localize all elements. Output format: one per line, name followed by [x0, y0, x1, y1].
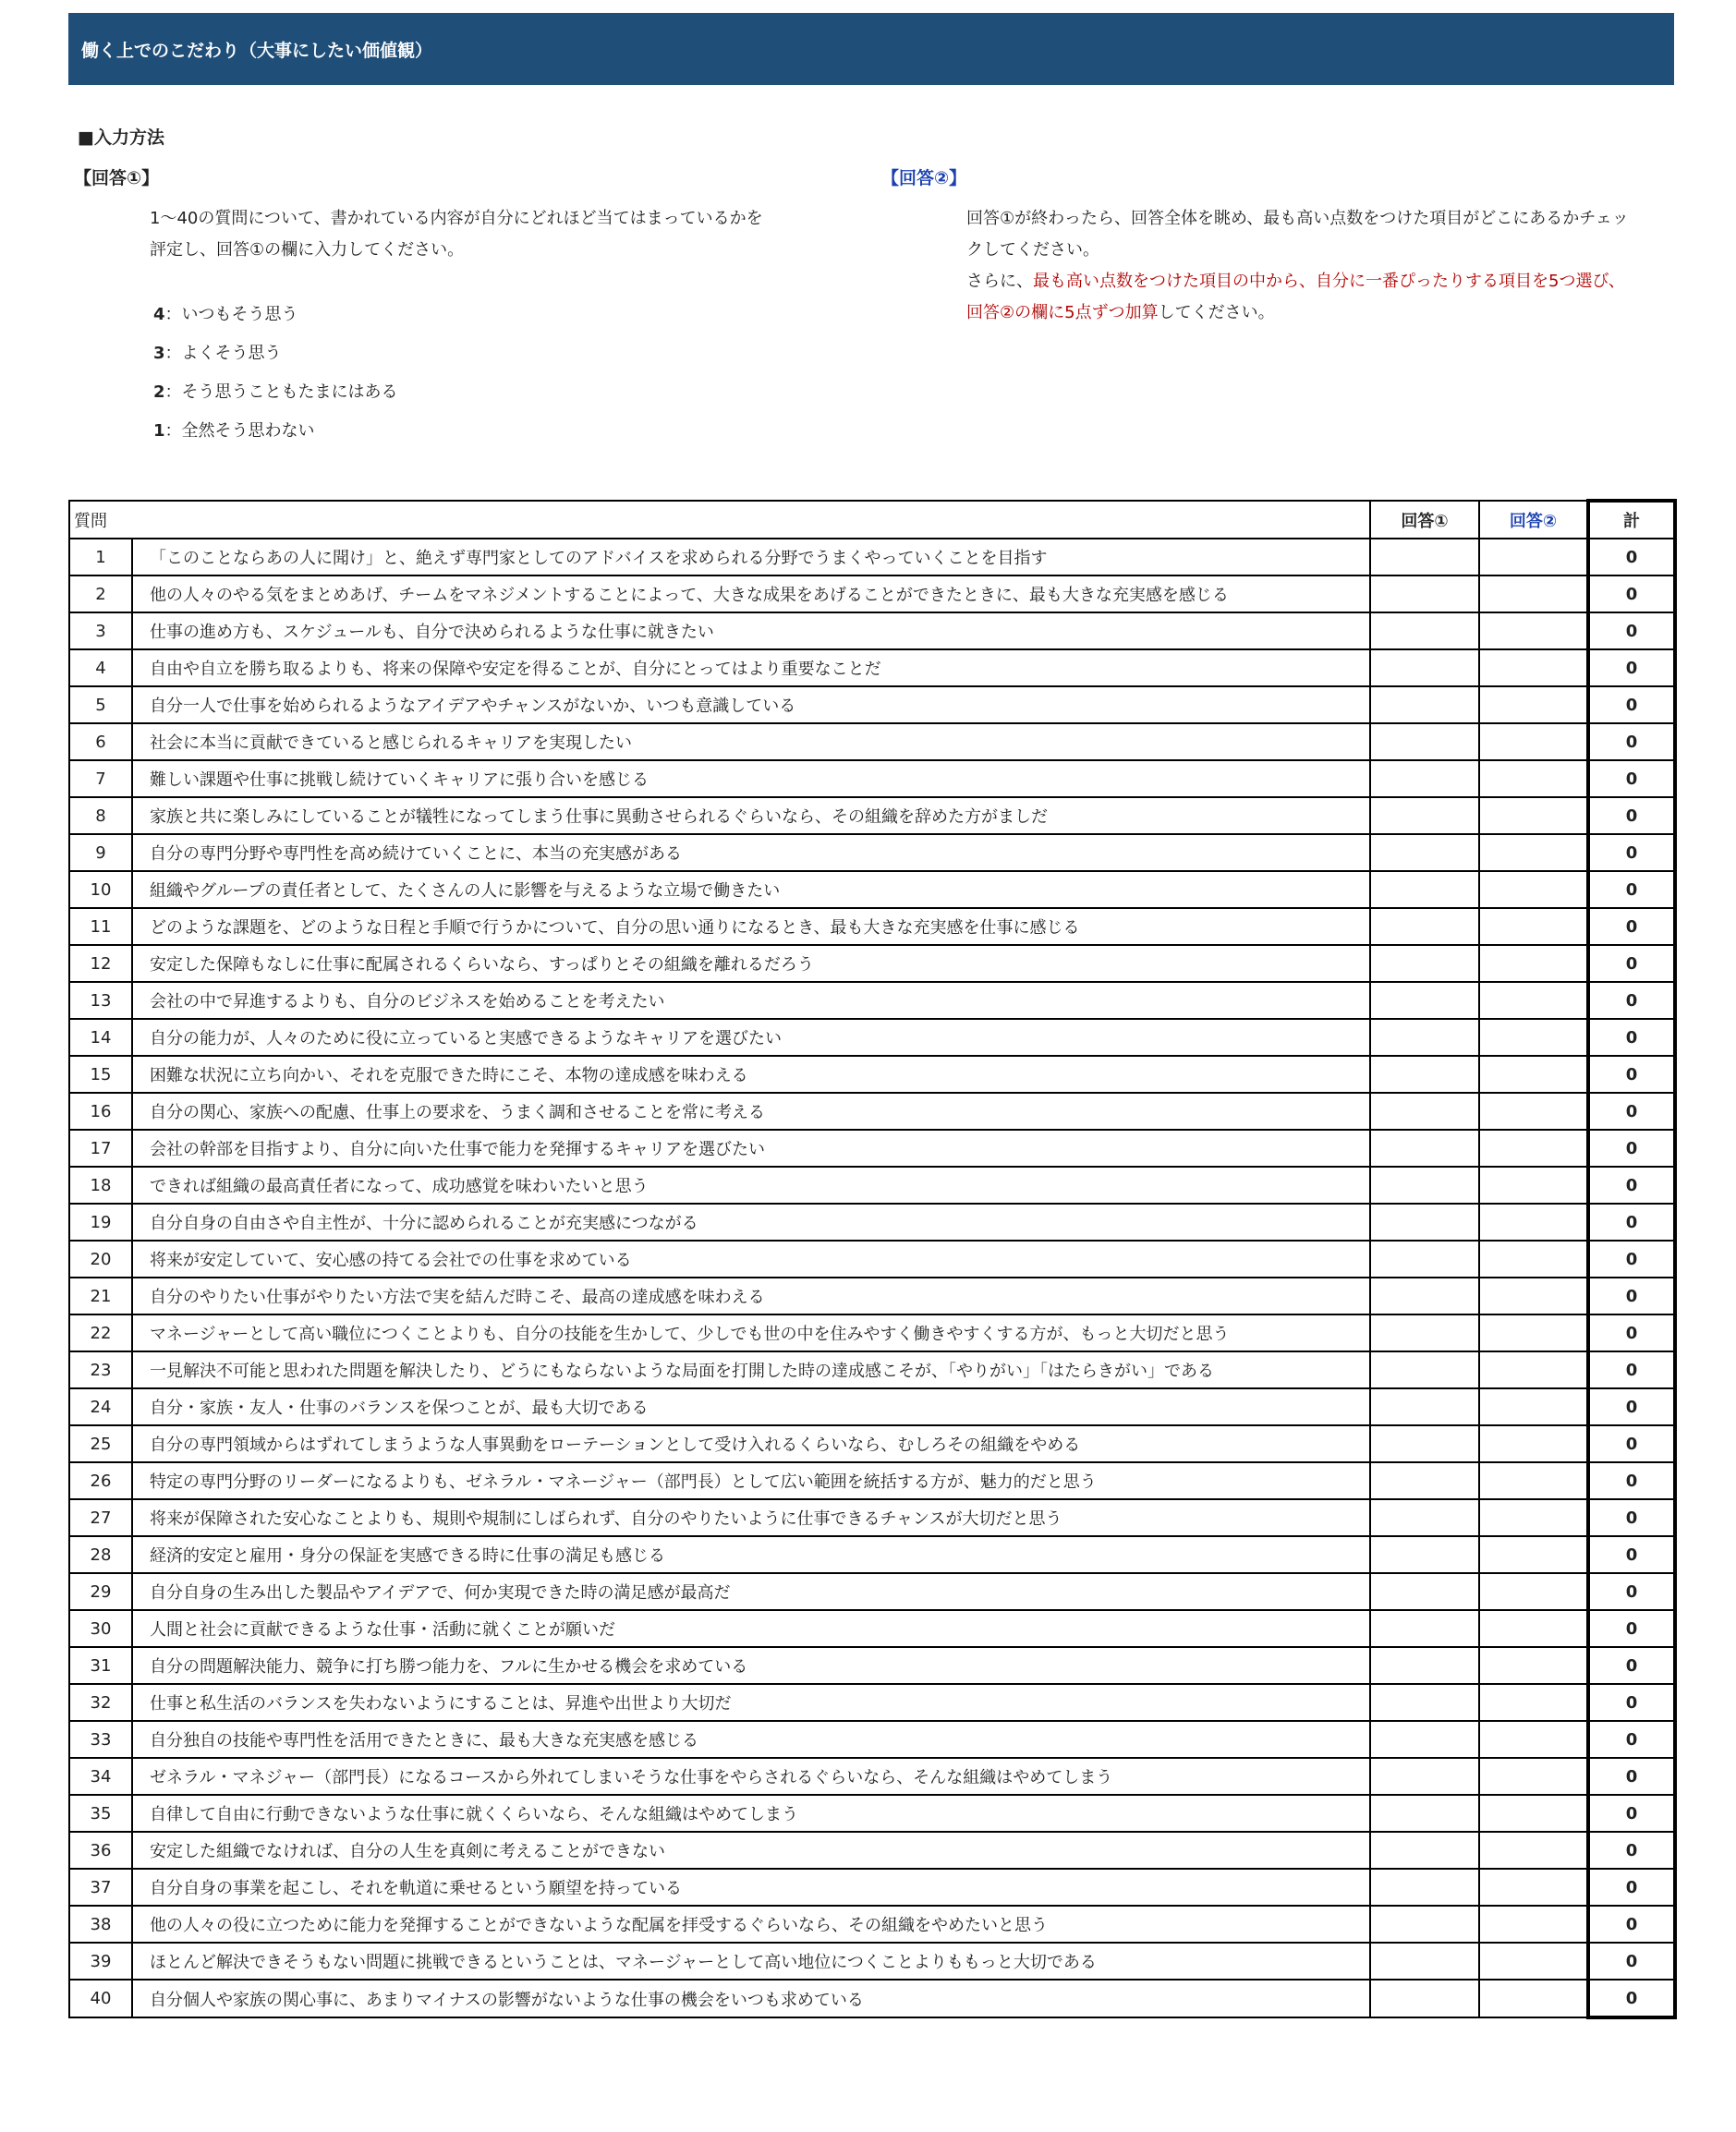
total-cell: 0	[1588, 1167, 1675, 1204]
table-row	[69, 1684, 1675, 1721]
table-header-row	[69, 501, 1675, 539]
table-row	[69, 1167, 1675, 1204]
answer1-cell[interactable]	[1370, 1425, 1479, 1462]
table-row	[69, 1610, 1675, 1647]
answer2-cell[interactable]	[1479, 1684, 1588, 1721]
question-text: 自分・家族・友人・仕事のバランスを保つことが、最も大切である	[132, 1388, 1370, 1425]
question-text: 困難な状況に立ち向かい、それを克服できた時にこそ、本物の達成感を味わえる	[132, 1056, 1370, 1093]
answer1-cell[interactable]	[1370, 908, 1479, 945]
question-text: 将来が安定していて、安心感の持てる会社での仕事を求めている	[132, 1241, 1370, 1278]
answer2-cell[interactable]	[1479, 1314, 1588, 1351]
question-text: 自分の専門分野や専門性を高め続けていくことに、本当の充実感がある	[132, 834, 1370, 871]
question-text: マネージャーとして高い職位につくことよりも、自分の技能を生かして、少しでも世の中を住みやすく働きやすくする方が、もっと大切だと思う	[132, 1314, 1370, 1351]
question-text: 仕事の進め方も、スケジュールも、自分で決められるような仕事に就きたい	[132, 612, 1370, 649]
total-cell: 0	[1588, 945, 1675, 982]
answer2-cell[interactable]	[1479, 1056, 1588, 1093]
question-number: 1	[69, 539, 132, 575]
table-row	[69, 797, 1675, 834]
total-cell: 0	[1588, 1204, 1675, 1241]
question-text: 自分自身の事業を起こし、それを軌道に乗せるという願望を持っている	[132, 1869, 1370, 1906]
answer1-cell[interactable]	[1370, 1167, 1479, 1204]
answer2-instruction-line: クしてください。	[966, 240, 1099, 260]
question-text: 安定した組織でなければ、自分の人生を真剣に考えることができない	[132, 1832, 1370, 1869]
answer1-cell[interactable]	[1370, 760, 1479, 797]
table-row	[69, 1462, 1675, 1499]
question-number: 18	[69, 1167, 132, 1204]
answer2-cell[interactable]	[1479, 1130, 1588, 1167]
scale-label: ：そう思うこともたまにはある	[164, 382, 398, 402]
table-row	[69, 1980, 1675, 2017]
answer1-cell[interactable]	[1370, 982, 1479, 1019]
answer1-cell[interactable]	[1370, 1204, 1479, 1241]
total-cell: 0	[1588, 871, 1675, 908]
question-number: 29	[69, 1573, 132, 1610]
question-number: 17	[69, 1130, 132, 1167]
question-text: 自分自身の生み出した製品やアイデアで、何か実現できた時の満足感が最高だ	[132, 1573, 1370, 1610]
total-cell: 0	[1588, 1758, 1675, 1795]
question-table	[68, 499, 1677, 2019]
question-number: 39	[69, 1943, 132, 1980]
table-row	[69, 760, 1675, 797]
answer2-cell[interactable]	[1479, 1388, 1588, 1425]
question-text: 難しい課題や仕事に挑戦し続けていくキャリアに張り合いを感じる	[132, 760, 1370, 797]
answer2-cell[interactable]	[1479, 1204, 1588, 1241]
scale-item	[153, 334, 398, 373]
answer1-instruction-line: 評定し、回答①の欄に入力してください。	[150, 240, 465, 260]
answer2-cell[interactable]	[1479, 1869, 1588, 1906]
answer2-cell[interactable]	[1479, 1499, 1588, 1536]
answer2-instruction-line	[966, 266, 1669, 297]
table-row	[69, 1241, 1675, 1278]
table-row	[69, 1536, 1675, 1573]
answer1-cell[interactable]	[1370, 1869, 1479, 1906]
question-text: 自分の問題解決能力、競争に打ち勝つ能力を、フルに生かせる機会を求めている	[132, 1647, 1370, 1684]
table-row	[69, 1351, 1675, 1388]
total-cell: 0	[1588, 1573, 1675, 1610]
answer1-cell[interactable]	[1370, 1130, 1479, 1167]
table-row	[69, 1647, 1675, 1684]
answer1-cell[interactable]	[1370, 686, 1479, 723]
answer1-cell[interactable]	[1370, 1056, 1479, 1093]
question-text: ほとんど解決できそうもない問題に挑戦できるということは、マネージャーとして高い地位につくことよりももっと大切である	[132, 1943, 1370, 1980]
table-row	[69, 1278, 1675, 1314]
question-number: 6	[69, 723, 132, 760]
question-text: 人間と社会に貢献できるような仕事・活動に就くことが願いだ	[132, 1610, 1370, 1647]
answer1-cell[interactable]	[1370, 871, 1479, 908]
answer1-cell[interactable]	[1370, 834, 1479, 871]
question-number: 22	[69, 1314, 132, 1351]
question-text: できれば組織の最高責任者になって、成功感覚を味わいたいと思う	[132, 1167, 1370, 1204]
question-number: 35	[69, 1795, 132, 1832]
answer2-cell[interactable]	[1479, 908, 1588, 945]
question-text: 会社の幹部を目指すより、自分に向いた仕事で能力を発揮するキャリアを選びたい	[132, 1130, 1370, 1167]
answer2-cell[interactable]	[1479, 1278, 1588, 1314]
question-text: 自分のやりたい仕事がやりたい方法で実を結んだ時こそ、最高の達成感を味わえる	[132, 1278, 1370, 1314]
total-cell: 0	[1588, 1351, 1675, 1388]
total-cell: 0	[1588, 982, 1675, 1019]
answer1-cell[interactable]	[1370, 1536, 1479, 1573]
answer2-cell[interactable]	[1479, 1241, 1588, 1278]
question-number: 2	[69, 575, 132, 612]
question-text: 他の人々の役に立つために能力を発揮することができないような配属を拝受するぐらいなら、その組織をやめたいと思う	[132, 1906, 1370, 1943]
table-row	[69, 1425, 1675, 1462]
total-cell: 0	[1588, 908, 1675, 945]
question-number: 27	[69, 1499, 132, 1536]
total-cell: 0	[1588, 1906, 1675, 1943]
question-text: 「このことならあの人に聞け」と、絶えず専門家としてのアドバイスを求められる分野でうまくやっていくことを目指す	[132, 539, 1370, 575]
scale-value: 4	[153, 305, 165, 324]
answer1-cell[interactable]	[1370, 649, 1479, 686]
question-number: 34	[69, 1758, 132, 1795]
answer2-instruction-line: 回答①が終わったら、回答全体を眺め、最も高い点数をつけた項目がどこにあるかチェッ	[966, 209, 1629, 228]
table-row	[69, 1130, 1675, 1167]
question-number: 4	[69, 649, 132, 686]
table-row	[69, 1721, 1675, 1758]
answer1-cell[interactable]	[1370, 1795, 1479, 1832]
table-row	[69, 945, 1675, 982]
answer1-cell[interactable]	[1370, 1832, 1479, 1869]
table-row	[69, 908, 1675, 945]
answer2-cell[interactable]	[1479, 1425, 1588, 1462]
table-row	[69, 1906, 1675, 1943]
question-text: 安定した保障もなしに仕事に配属されるくらいなら、すっぱりとその組織を離れるだろう	[132, 945, 1370, 982]
answer1-cell[interactable]	[1370, 1278, 1479, 1314]
answer2-cell[interactable]	[1479, 723, 1588, 760]
answer1-cell[interactable]	[1370, 723, 1479, 760]
answer2-cell[interactable]	[1479, 1758, 1588, 1795]
answer1-cell[interactable]	[1370, 1241, 1479, 1278]
total-cell: 0	[1588, 1795, 1675, 1832]
answer1-cell[interactable]	[1370, 1462, 1479, 1499]
total-cell: 0	[1588, 1610, 1675, 1647]
answer1-cell[interactable]	[1370, 945, 1479, 982]
answer1-cell[interactable]	[1370, 612, 1479, 649]
total-cell: 0	[1588, 1425, 1675, 1462]
question-text: 将来が保障された安心なことよりも、規則や規制にしばられず、自分のやりたいように仕事できるチャンスが大切だと思う	[132, 1499, 1370, 1536]
question-number: 3	[69, 612, 132, 649]
answer2-red-text: 最も高い点数をつけた項目の中から、自分に一番ぴったりする項目を5つ選び、	[1033, 272, 1625, 291]
question-text: 自分自身の自由さや自主性が、十分に認められることが充実感につながる	[132, 1204, 1370, 1241]
total-cell: 0	[1588, 1721, 1675, 1758]
table-row	[69, 1314, 1675, 1351]
answer1-cell[interactable]	[1370, 1980, 1479, 2017]
answer1-cell[interactable]	[1370, 1943, 1479, 1980]
answer1-cell[interactable]	[1370, 1093, 1479, 1130]
table-row	[69, 612, 1675, 649]
question-number: 8	[69, 797, 132, 834]
answer1-cell[interactable]	[1370, 1906, 1479, 1943]
question-text: 家族と共に楽しみにしていることが犠牲になってしまう仕事に異動させられるぐらいなら、その組織を辞めた方がましだ	[132, 797, 1370, 834]
answer2-cell[interactable]	[1479, 1351, 1588, 1388]
table-row	[69, 539, 1675, 575]
answer2-cell[interactable]	[1479, 1019, 1588, 1056]
answer1-cell[interactable]	[1370, 1314, 1479, 1351]
answer2-cell[interactable]	[1479, 1167, 1588, 1204]
scale-item	[153, 296, 398, 334]
question-number: 26	[69, 1462, 132, 1499]
total-cell: 0	[1588, 723, 1675, 760]
question-number: 16	[69, 1093, 132, 1130]
question-number: 9	[69, 834, 132, 871]
question-text: 他の人々のやる気をまとめあげ、チームをマネジメントすることによって、大きな成果をあげることができたときに、最も大きな充実感を感じる	[132, 575, 1370, 612]
total-cell: 0	[1588, 1019, 1675, 1056]
scale-label: ：よくそう思う	[164, 344, 282, 363]
answer2-heading: 【回答②】	[881, 168, 967, 188]
total-cell: 0	[1588, 1241, 1675, 1278]
total-cell: 0	[1588, 1536, 1675, 1573]
table-row	[69, 1795, 1675, 1832]
question-number: 33	[69, 1721, 132, 1758]
question-number: 28	[69, 1536, 132, 1573]
question-number: 40	[69, 1980, 132, 2017]
answer1-cell[interactable]	[1370, 1388, 1479, 1425]
question-text: 社会に本当に貢献できていると感じられるキャリアを実現したい	[132, 723, 1370, 760]
table-row	[69, 834, 1675, 871]
scale-value: 3	[153, 344, 165, 363]
question-text: 特定の専門分野のリーダーになるよりも、ゼネラル・マネージャー（部門長）として広い範囲を統括する方が、魅力的だと思う	[132, 1462, 1370, 1499]
question-number: 36	[69, 1832, 132, 1869]
question-number: 13	[69, 982, 132, 1019]
question-text: 自分一人で仕事を始められるようなアイデアやチャンスがないか、いつも意識している	[132, 686, 1370, 723]
question-text: 自由や自立を勝ち取るよりも、将来の保障や安定を得ることが、自分にとってはより重要なことだ	[132, 649, 1370, 686]
question-number: 32	[69, 1684, 132, 1721]
question-text: 一見解決不可能と思われた問題を解決したり、どうにもならないような局面を打開した時の達成感こそが、「やりがい」「はたらきがい」である	[132, 1351, 1370, 1388]
table-row	[69, 1204, 1675, 1241]
question-text: 仕事と私生活のバランスを失わないようにすることは、昇進や出世より大切だ	[132, 1684, 1370, 1721]
total-cell: 0	[1588, 1056, 1675, 1093]
scale-item	[153, 373, 398, 412]
answer2-cell[interactable]	[1479, 1647, 1588, 1684]
total-cell: 0	[1588, 686, 1675, 723]
total-cell: 0	[1588, 575, 1675, 612]
answer2-instructions	[966, 203, 1669, 329]
question-text: ゼネラル・マネジャー（部門長）になるコースから外れてしまいそうな仕事をやらされるぐらいなら、そんな組織はやめてしまう	[132, 1758, 1370, 1795]
question-number: 15	[69, 1056, 132, 1093]
scale-item	[153, 412, 398, 451]
table-row	[69, 1943, 1675, 1980]
total-cell: 0	[1588, 539, 1675, 575]
table-row	[69, 575, 1675, 612]
table-row	[69, 686, 1675, 723]
answer1-cell[interactable]	[1370, 797, 1479, 834]
header-answer2: 回答②	[1479, 501, 1588, 539]
answer2-cell[interactable]	[1479, 797, 1588, 834]
total-cell: 0	[1588, 1462, 1675, 1499]
question-number: 24	[69, 1388, 132, 1425]
scale-value: 1	[153, 421, 165, 441]
total-cell: 0	[1588, 1093, 1675, 1130]
table-row	[69, 1056, 1675, 1093]
answer1-cell[interactable]	[1370, 1758, 1479, 1795]
header-answer1: 回答①	[1370, 501, 1479, 539]
question-number: 30	[69, 1610, 132, 1647]
total-cell: 0	[1588, 1499, 1675, 1536]
answer2-cell[interactable]	[1479, 539, 1588, 575]
answer2-cell[interactable]	[1479, 834, 1588, 871]
answer2-cell[interactable]	[1479, 760, 1588, 797]
question-number: 21	[69, 1278, 132, 1314]
answer1-cell[interactable]	[1370, 539, 1479, 575]
question-text: 経済的安定と雇用・身分の保証を実感できる時に仕事の満足も感じる	[132, 1536, 1370, 1573]
answer2-cell[interactable]	[1479, 945, 1588, 982]
table-row	[69, 1573, 1675, 1610]
answer2-cell[interactable]	[1479, 1093, 1588, 1130]
table-row	[69, 1093, 1675, 1130]
total-cell: 0	[1588, 1647, 1675, 1684]
answer2-cell[interactable]	[1479, 1832, 1588, 1869]
table-row	[69, 1019, 1675, 1056]
total-cell: 0	[1588, 834, 1675, 871]
answer1-cell[interactable]	[1370, 1573, 1479, 1610]
input-method-heading: ■入力方法	[78, 127, 164, 148]
page-title: 働く上でのこだわり（大事にしたい価値観）	[81, 40, 433, 61]
table-row	[69, 1758, 1675, 1795]
table-row	[69, 1832, 1675, 1869]
scale-value: 2	[153, 382, 165, 402]
answer1-cell[interactable]	[1370, 1499, 1479, 1536]
answer1-cell[interactable]	[1370, 1721, 1479, 1758]
answer2-red-prefix: さらに、	[966, 272, 1033, 291]
header-total: 計	[1588, 501, 1675, 539]
question-text: 組織やグループの責任者として、たくさんの人に影響を与えるような立場で働きたい	[132, 871, 1370, 908]
total-cell: 0	[1588, 649, 1675, 686]
answer1-cell[interactable]	[1370, 1610, 1479, 1647]
answer2-cell[interactable]	[1479, 1536, 1588, 1573]
question-text: 自分独自の技能や専門性を活用できたときに、最も大きな充実感を感じる	[132, 1721, 1370, 1758]
question-text: 自分の能力が、人々のために役に立っていると実感できるようなキャリアを選びたい	[132, 1019, 1370, 1056]
total-cell: 0	[1588, 760, 1675, 797]
answer1-cell[interactable]	[1370, 575, 1479, 612]
question-text: 自分個人や家族の関心事に、あまりマイナスの影響がないような仕事の機会をいつも求めている	[132, 1980, 1370, 2017]
answer2-cell[interactable]	[1479, 1610, 1588, 1647]
question-text: どのような課題を、どのような日程と手順で行うかについて、自分の思い通りになるとき、最も大きな充実感を仕事に感じる	[132, 908, 1370, 945]
total-cell: 0	[1588, 1388, 1675, 1425]
answer1-heading: 【回答①】	[74, 168, 160, 188]
answer1-cell[interactable]	[1370, 1647, 1479, 1684]
table-row	[69, 649, 1675, 686]
total-cell: 0	[1588, 1832, 1675, 1869]
answer2-cell[interactable]	[1479, 649, 1588, 686]
table-row	[69, 1388, 1675, 1425]
answer2-cell[interactable]	[1479, 871, 1588, 908]
question-number: 23	[69, 1351, 132, 1388]
answer2-cell[interactable]	[1479, 686, 1588, 723]
header-question: 質問	[69, 501, 1370, 539]
question-number: 37	[69, 1869, 132, 1906]
rating-scale	[153, 296, 398, 451]
question-number: 19	[69, 1204, 132, 1241]
question-number: 5	[69, 686, 132, 723]
question-number: 12	[69, 945, 132, 982]
total-cell: 0	[1588, 1980, 1675, 2017]
total-cell: 0	[1588, 612, 1675, 649]
table-row	[69, 871, 1675, 908]
answer2-suffix: してください。	[1158, 303, 1275, 322]
question-number: 11	[69, 908, 132, 945]
answer1-cell[interactable]	[1370, 1351, 1479, 1388]
question-number: 7	[69, 760, 132, 797]
question-text: 自分の専門領域からはずれてしまうような人事異動をローテーションとして受け入れるくらいなら、むしろその組織をやめる	[132, 1425, 1370, 1462]
table-row	[69, 1499, 1675, 1536]
answer2-cell[interactable]	[1479, 982, 1588, 1019]
answer2-cell[interactable]	[1479, 612, 1588, 649]
answer2-cell[interactable]	[1479, 1573, 1588, 1610]
answer1-instruction-line: 1～40の質問について、書かれている内容が自分にどれほど当てはまっているかを	[150, 209, 763, 228]
answer2-red-text: 回答②の欄に5点ずつ加算	[966, 303, 1159, 322]
table-row	[69, 723, 1675, 760]
total-cell: 0	[1588, 1943, 1675, 1980]
total-cell: 0	[1588, 1869, 1675, 1906]
total-cell: 0	[1588, 1684, 1675, 1721]
total-cell: 0	[1588, 1314, 1675, 1351]
scale-label: ：全然そう思わない	[164, 421, 315, 441]
answer1-instructions	[150, 203, 815, 266]
answer2-cell[interactable]	[1479, 1906, 1588, 1943]
question-number: 10	[69, 871, 132, 908]
answer2-cell[interactable]	[1479, 1721, 1588, 1758]
answer2-cell[interactable]	[1479, 1980, 1588, 2017]
question-number: 38	[69, 1906, 132, 1943]
answer2-instruction-line	[966, 297, 1669, 329]
total-cell: 0	[1588, 1278, 1675, 1314]
table-row	[69, 982, 1675, 1019]
question-text: 自分の関心、家族への配慮、仕事上の要求を、うまく調和させることを常に考える	[132, 1093, 1370, 1130]
table-row	[69, 1869, 1675, 1906]
total-cell: 0	[1588, 797, 1675, 834]
answer2-cell[interactable]	[1479, 1943, 1588, 1980]
question-number: 14	[69, 1019, 132, 1056]
question-text: 会社の中で昇進するよりも、自分のビジネスを始めることを考えたい	[132, 982, 1370, 1019]
question-text: 自律して自由に行動できないような仕事に就くくらいなら、そんな組織はやめてしまう	[132, 1795, 1370, 1832]
answer2-cell[interactable]	[1479, 1795, 1588, 1832]
question-number: 25	[69, 1425, 132, 1462]
total-cell: 0	[1588, 1130, 1675, 1167]
question-number: 20	[69, 1241, 132, 1278]
page-title-bar	[68, 13, 1674, 85]
answer1-cell[interactable]	[1370, 1019, 1479, 1056]
answer2-cell[interactable]	[1479, 575, 1588, 612]
answer1-cell[interactable]	[1370, 1684, 1479, 1721]
answer2-cell[interactable]	[1479, 1462, 1588, 1499]
question-number: 31	[69, 1647, 132, 1684]
scale-label: ：いつもそう思う	[164, 305, 298, 324]
